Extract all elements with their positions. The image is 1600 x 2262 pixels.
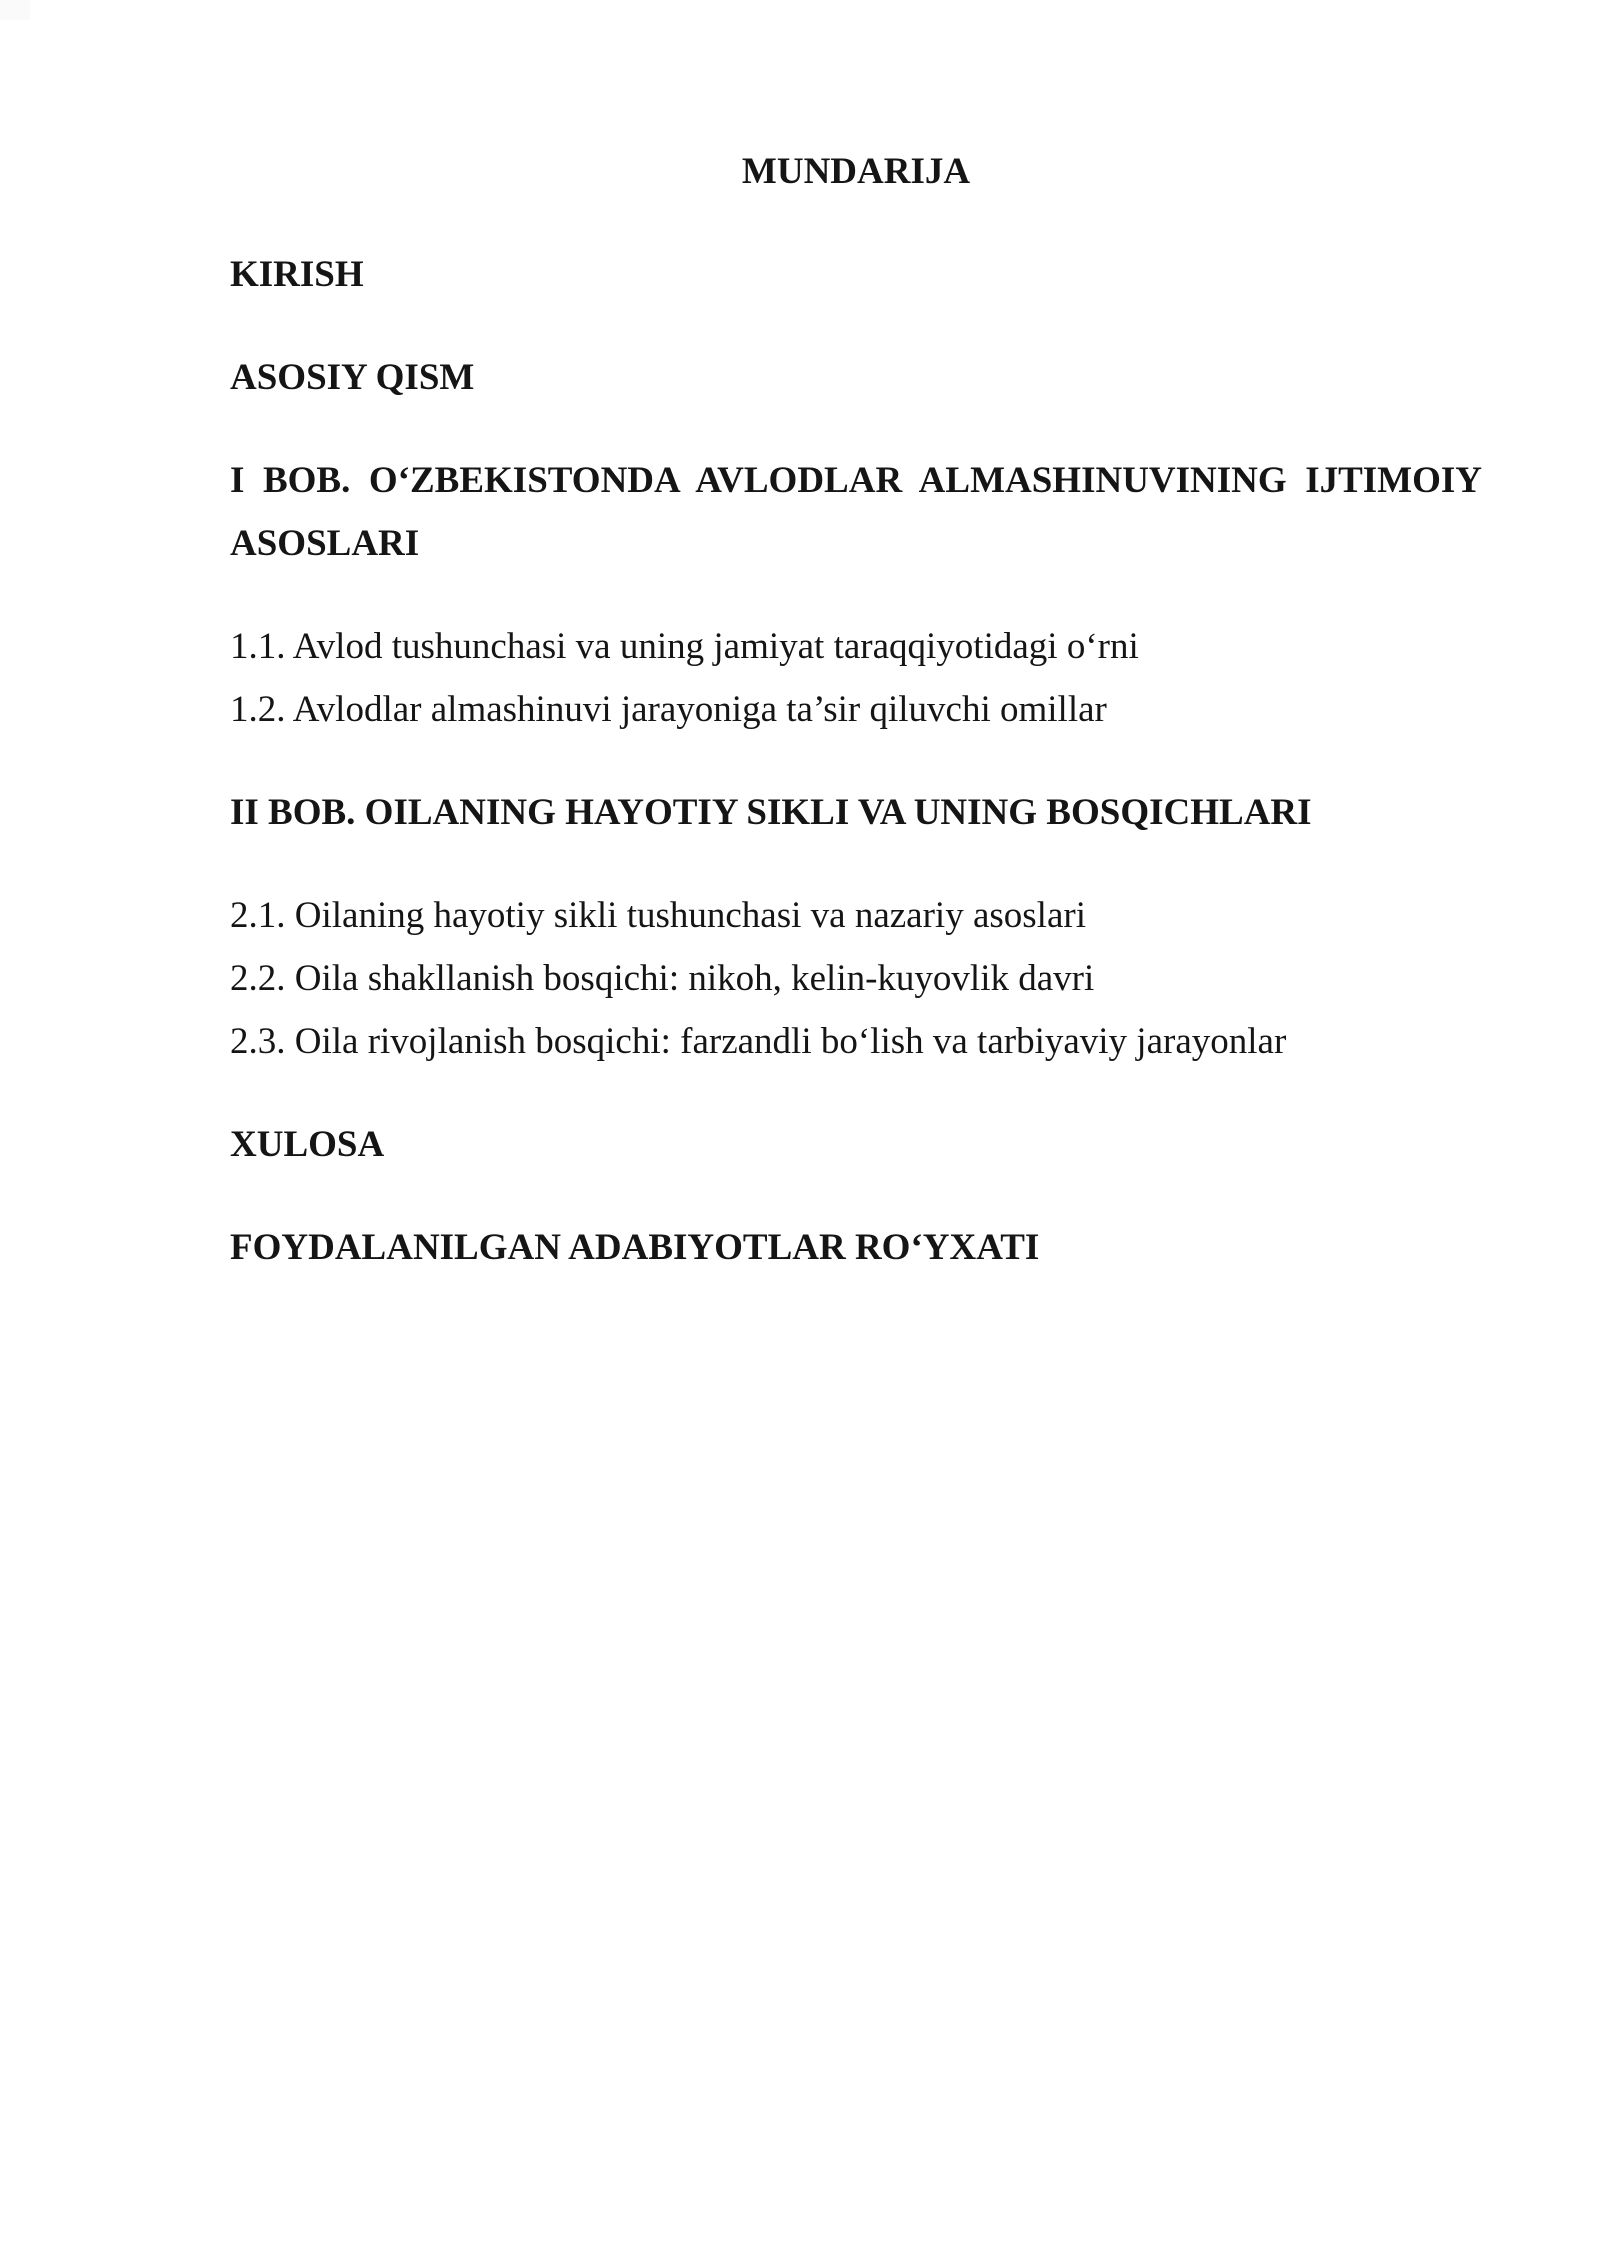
page-corner-artifact <box>0 0 30 20</box>
toc-entry-adabiyotlar: FOYDALANILGAN ADABIYOTLAR ROʻYXATI <box>230 1227 1040 1268</box>
toc-entry-2-3: 2.3. Oila rivojlanish bosqichi: farzandli boʻlish va tarbiyaviy jarayonlar <box>230 1021 1287 1062</box>
toc-entry-2-2: 2.2. Oila shakllanish bosqichi: nikoh, kelin-kuyovlik davri <box>230 958 1095 999</box>
toc-entry-xulosa: XULOSA <box>230 1124 385 1165</box>
toc-entry-kirish: KIRISH <box>230 254 364 295</box>
toc-entry-asosiy-qism: ASOSIY QISM <box>230 357 475 398</box>
toc-entry-2-1: 2.1. Oilaning hayotiy sikli tushunchasi va nazariy asoslari <box>230 895 1086 936</box>
toc-title: MUNDARIJA <box>741 151 971 192</box>
toc-entry-1-1: 1.1. Avlod tushunchasi va uning jamiyat taraqqiyotidagi oʻrni <box>230 626 1139 667</box>
toc-entry-chapter-2: II BOB. OILANING HAYOTIY SIKLI VA UNING BOSQICHLARI <box>230 792 1312 833</box>
toc-entry-chapter-1: I BOB. OʻZBEKISTONDA AVLODLAR ALMASHINUVINING IJTIMOIY ASOSLARI <box>230 460 1482 564</box>
toc-entry-1-2: 1.2. Avlodlar almashinuvi jarayoniga ta’sir qiluvchi omillar <box>230 689 1107 730</box>
toc-content <box>230 140 1482 1319</box>
